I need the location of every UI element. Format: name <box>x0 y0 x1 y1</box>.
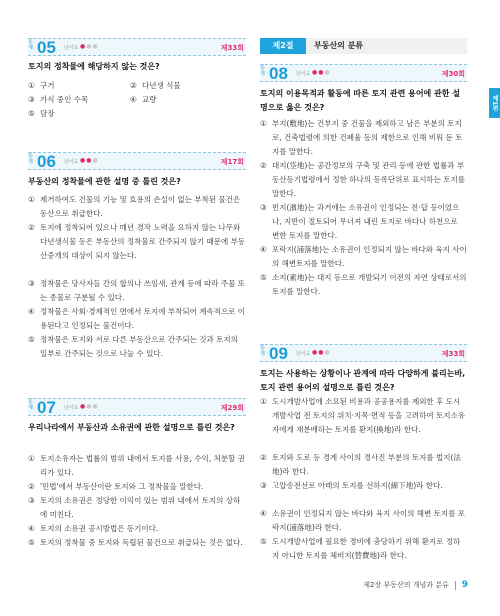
question-09-option-1[interactable]: ① 도시개발사업에 소요된 비용과 공공용지를 제외한 후 도시개발사업 전 토지의 위치·지목·면적 등을 고려하여 토지소유자에게 재분배하는 토지를 환지(換地)라 한다. <box>260 397 465 434</box>
question-07-option-1[interactable]: ① 토지소유자는 법률의 범위 내에서 토지를 사용, 수익, 처분할 권리가 있다. <box>28 454 245 477</box>
question-06-option-2[interactable]: ② 토지에 정착되어 있으나 매년 경작 노력을 요하지 않는 나무와 다년생식물 등은 부동산의 정착물로 간주되지 않기 때문에 부동산중개의 대상이 되지 않는다. <box>28 223 246 260</box>
page-footer <box>363 580 468 590</box>
question-09-option-5[interactable]: ⑤ 도시개발사업에 필요한 경비에 충당하기 위해 환지로 정하지 아니한 토지를 체비지(替費地)라 한다. <box>260 537 461 560</box>
question-05-option-3[interactable]: ③ 가식 중인 수목 <box>28 95 89 104</box>
question-tag: 문제 <box>28 39 33 51</box>
difficulty-dots: ●●● <box>80 43 99 50</box>
question-09-option-3[interactable]: ③ 고압송전선로 아래의 토지를 선하지(線下地)라 한다. <box>260 481 443 490</box>
question-05-option-5[interactable]: ⑤ 담장 <box>28 109 55 118</box>
question-06-option-4[interactable]: ④ 정착물은 사회·경제적인 면에서 토지에 부착되어 계속적으로 이용된다고 인정되는 물건이다. <box>28 307 246 330</box>
question-09-stem: 토지는 사용하는 상황이나 관계에 따라 다양하게 불리는바, 토지 관련 용어의 설명으로 틀린 것은? <box>260 369 466 392</box>
difficulty-label: 난이도 <box>64 159 79 165</box>
difficulty-dots: ●●● <box>312 69 331 76</box>
section-title: 부동산의 분류 <box>314 41 364 50</box>
exam-round: 제33회 <box>441 350 465 358</box>
question-tag: 문제 <box>28 399 33 411</box>
question-number: 07 <box>37 398 56 417</box>
question-07-stem: 우리나라에서 부동산과 소유권에 관한 설명으로 틀린 것은? <box>28 423 235 432</box>
difficulty-dots: ●●● <box>312 349 331 356</box>
exam-round: 제30회 <box>441 70 465 78</box>
question-06-option-5[interactable]: ⑤ 정착물은 토지와 서로 다른 부동산으로 간주되는 것과 토지의 일부로 간주되는 것으로 나눌 수 있다. <box>28 335 238 358</box>
question-06-stem: 부동산의 정착물에 관한 설명 중 틀린 것은? <box>28 177 181 186</box>
question-05-option-2[interactable]: ② 다년생 식물 <box>130 81 181 90</box>
question-05-stem: 토지의 정착물에 해당하지 않는 것은? <box>28 62 160 71</box>
difficulty-label: 난이도 <box>64 45 79 51</box>
question-tag: 문제 <box>28 153 33 165</box>
exam-round: 제29회 <box>220 404 244 412</box>
question-08-stem: 토지의 이용목적과 활동에 따른 토지 관련 용어에 관한 설명으로 옳은 것은? <box>260 89 461 112</box>
question-06-option-1[interactable]: ① 제거하여도 건물의 기능 및 효용의 손실이 없는 부착된 물건은 동산으로 취급한다. <box>28 195 241 218</box>
question-05-option-1[interactable]: ① 구거 <box>28 81 55 90</box>
difficulty-dots: ●●● <box>80 403 99 410</box>
section-chip: 제2절 <box>260 38 306 54</box>
difficulty-label: 난이도 <box>296 351 311 357</box>
difficulty-dots: ●●● <box>80 157 99 164</box>
question-07-option-3[interactable]: ③ 토지의 소유권은 정당한 이익이 있는 범위 내에서 토지의 상하에 미친다. <box>28 496 241 519</box>
question-number: 05 <box>37 38 56 57</box>
question-tag: 문제 <box>260 345 265 357</box>
question-06-header <box>28 152 246 170</box>
question-08-option-1[interactable]: ① 부지(敷地)는 건부지 중 건물을 제외하고 남은 부분의 토지로, 건축법령에 의한 건폐율 등의 제한으로 인해 비워 둔 토지를 말한다. <box>260 119 463 156</box>
section-header <box>260 38 467 54</box>
question-09-option-2[interactable]: ② 토지와 도로 등 경계 사이의 경사진 부분의 토지를 법지(法地)라 한다. <box>260 453 461 476</box>
question-number: 08 <box>269 64 288 83</box>
question-09-option-4[interactable]: ④ 소유권이 인정되지 않는 바다와 육지 사이의 해변 토지를 포락지(浦落地)라 한다. <box>260 509 465 532</box>
page-number: 9 <box>461 580 468 590</box>
question-08-header <box>260 64 467 82</box>
question-07-option-5[interactable]: ⑤ 토지의 정착물 중 토지와 독립된 물건으로 취급되는 것은 없다. <box>28 538 243 547</box>
question-tag: 문제 <box>260 65 265 77</box>
question-07-header <box>28 398 246 416</box>
question-07-option-2[interactable]: ② '민법'에서 부동산이란 토지와 그 정착물을 말한다. <box>28 482 204 491</box>
difficulty-label: 난이도 <box>64 405 79 411</box>
footer-chapter: 제2장 부동산의 개념과 분류 <box>363 581 449 589</box>
question-08-option-4[interactable]: ④ 포락지(浦落地)는 소유권이 인정되지 않는 바다와 육지 사이의 해변토지를 말한다. <box>260 245 467 268</box>
question-08-option-2[interactable]: ② 대지(垈地)는 공간정보의 구축 및 관리 등에 관한 법률과 부동산등기법령에서 정한 하나의 등록단위로 표시하는 토지를 말한다. <box>260 161 466 198</box>
question-06-option-3[interactable]: ③ 정착물은 당사자들 간의 합의나 쓰임새, 관계 등에 따라 주물 또는 종물로 구분될 수 있다. <box>28 279 245 302</box>
footer-divider <box>455 581 456 590</box>
question-number: 09 <box>269 344 288 363</box>
difficulty-label: 난이도 <box>296 71 311 77</box>
question-08-option-3[interactable]: ③ 빈지(濱地)는 과거에는 소유권이 인정되는 전·답 등이었으나, 지반이 절토되어 무너져 내린 토지로 바다나 하천으로 변한 토지를 말한다. <box>260 203 460 240</box>
question-08-option-5[interactable]: ⑤ 소지(素地)는 대지 등으로 개발되기 이전의 자연 상태로서의 토지를 말한다. <box>260 273 467 296</box>
exam-round: 제17회 <box>220 158 244 166</box>
question-number: 06 <box>37 152 56 171</box>
question-07-option-4[interactable]: ④ 토지의 소유권 공시방법은 등기이다. <box>28 524 159 533</box>
question-05-option-4[interactable]: ④ 교량 <box>130 95 157 104</box>
exam-round: 제33회 <box>220 44 244 52</box>
chapter-side-tab: 제1편 <box>489 88 500 118</box>
question-05-header <box>28 38 246 56</box>
question-09-header <box>260 344 467 362</box>
